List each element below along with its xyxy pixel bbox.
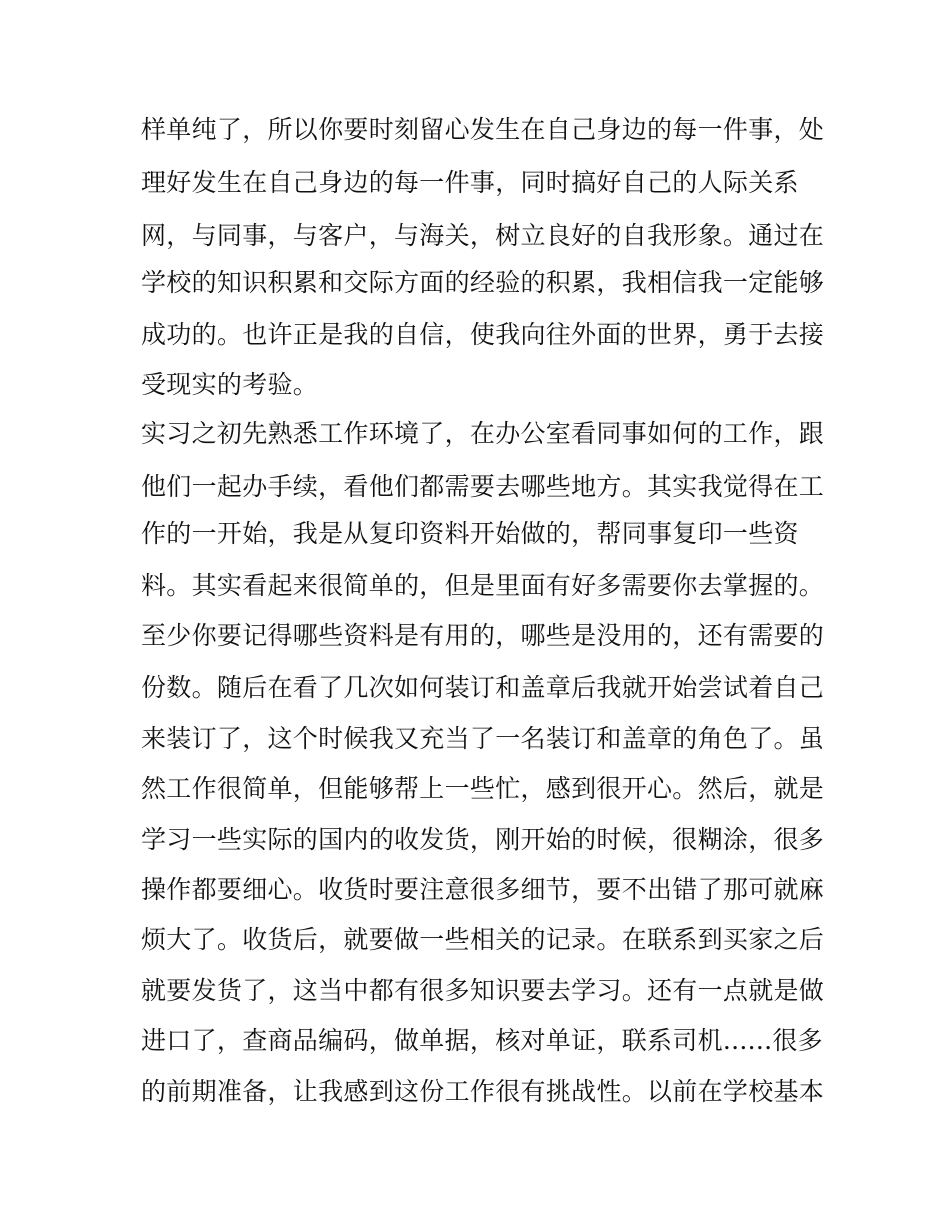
- text-line: 成功的。也许正是我的自信，使我向往外面的世界，勇于去接: [141, 320, 825, 349]
- text-line: 至少你要记得哪些资料是有用的，哪些是没用的，还有需要的: [141, 621, 825, 650]
- text-line: 份数。随后在看了几次如何装订和盖章后我就开始尝试着自己: [141, 673, 825, 702]
- text-line: 他们一起办手续，看他们都需要去哪些地方。其实我觉得在工: [141, 472, 825, 501]
- text-line: 学习一些实际的国内的收发货，刚开始的时候，很糊涂，很多: [141, 825, 825, 854]
- text-line: 受现实的考验。: [141, 370, 319, 399]
- text-line: 样单纯了，所以你要时刻留心发生在自己身边的每一件事，处: [141, 115, 825, 144]
- text-line: 烦大了。收货后，就要做一些相关的记录。在联系到买家之后: [141, 925, 825, 954]
- text-line: 来装订了，这个时候我又充当了一名装订和盖章的角色了。虽: [141, 724, 825, 753]
- text-line: 然工作很简单，但能够帮上一些忙，感到很开心。然后，就是: [141, 774, 825, 803]
- text-line: 进口了，查商品编码，做单据，核对单证，联系司机......很多: [141, 1026, 823, 1055]
- text-line: 网，与同事，与客户，与海关，树立良好的自我形象。通过在: [141, 221, 825, 250]
- text-line: 就要发货了，这当中都有很多知识要去学习。还有一点就是做: [141, 976, 825, 1005]
- text-line: 实习之初先熟悉工作环境了，在办公室看同事如何的工作，跟: [141, 419, 825, 448]
- text-line: 的前期准备，让我感到这份工作很有挑战性。以前在学校基本: [141, 1077, 825, 1106]
- text-line: 理好发生在自己身边的每一件事，同时搞好自己的人际关系: [141, 168, 799, 197]
- text-line: 学校的知识积累和交际方面的经验的积累，我相信我一定能够: [141, 268, 825, 297]
- text-line: 作的一开始，我是从复印资料开始做的，帮同事复印一些资: [141, 519, 799, 548]
- text-line: 操作都要细心。收货时要注意很多细节，要不出错了那可就麻: [141, 875, 825, 904]
- text-line: 料。其实看起来很简单的，但是里面有好多需要你去掌握的。: [141, 571, 825, 600]
